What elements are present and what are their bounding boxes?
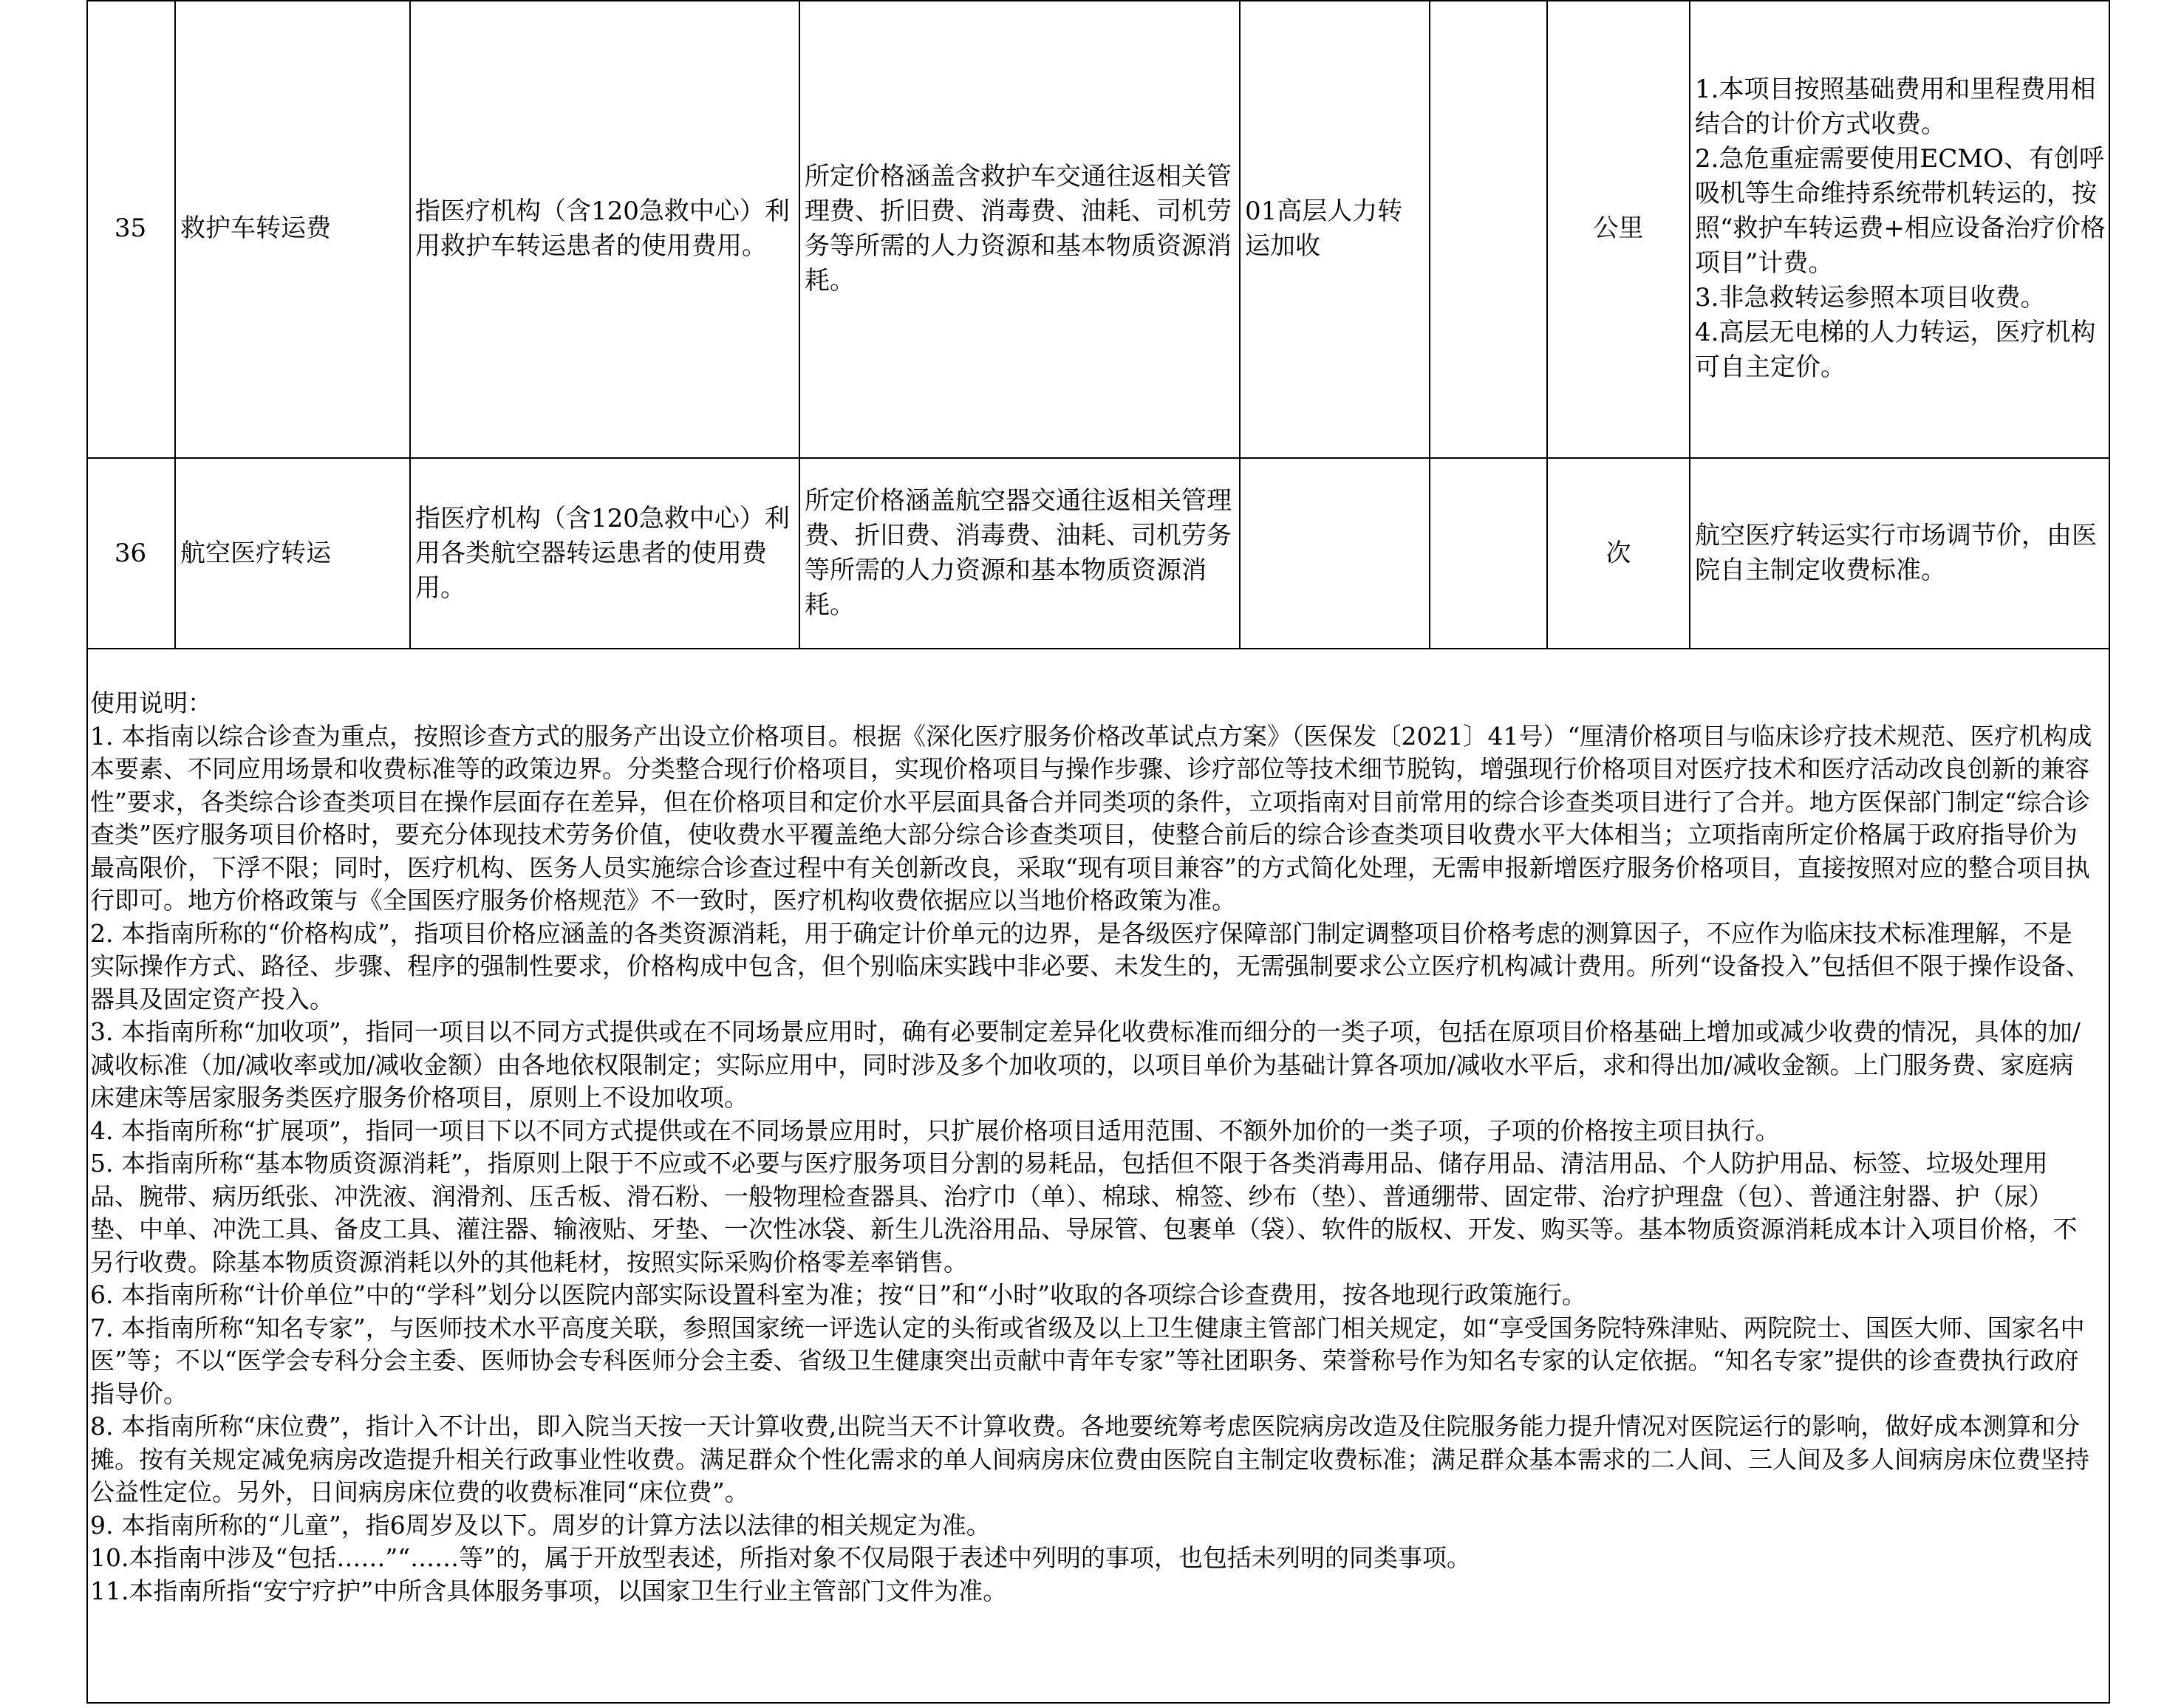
cell-addon [1240,458,1430,649]
note-line: 2.急危重症需要使用ECMO、有创呼吸机等生命维持系统带机转运的，按照“救护车转运费+相应设备治疗价格项目”计费。 [1695,144,2106,278]
note-line: 1.本项目按照基础费用和里程费用相结合的计价方式收费。 [1695,75,2096,139]
usage-item: 7. 本指南所称“知名专家”，与医师技术水平高度关联，参照国家统一评选认定的头衔或省级及以上卫生健康主管部门相关规定，如“享受国务院特殊津贴、两院院士、国医大师、国家名中医”等；不以“医学会专科分会主委、医师协会专科医师分会主委、省级卫生健康突出贡献中青年专家”等社团职务、荣誉称号作为知名专家的认定依据。“知名专家”提供的诊查费执行政府指导价。 [90,1313,2085,1408]
cell-notes [1690,0,2110,458]
cell-unit: 次 [1547,458,1690,649]
note-line: 4.高层无电梯的人力转运，医疗机构可自主定价。 [1695,318,2096,382]
note-line: 3.非急救转运参照本项目收费。 [1695,283,2046,312]
cell-no: 35 [86,0,175,458]
cell-content: 指医疗机构（含120急救中心）利用各类航空器转运患者的使用费用。 [410,458,799,649]
usage-item: 2. 本指南所称的“价格构成”，指项目价格应涵盖的各类资源消耗，用于确定计价单元的边界，是各级医疗保障部门制定调整项目价格考虑的测算因子，不应作为临床技术标准理解，不是实际操作方式、路径、步骤、程序的强制性要求，价格构成中包含，但个别临床实践中非必要、未发生的，无需强制要求公立医疗机构减计费用。所列“设备投入”包括但不限于操作设备、器具及固定资产投入。 [90,918,2090,1014]
usage-item: 5. 本指南所称“基本物质资源消耗”，指原则上限于不应或不必要与医疗服务项目分割的易耗品，包括但不限于各类消毒用品、储存用品、清洁用品、个人防护用品、标签、垃圾处理用品、腕带、病历纸张、冲洗液、润滑剂、压舌板、滑石粉、一般物理检查器具、治疗巾（单）、棉球、棉签、纱布（垫）、普通绷带、固定带、治疗护理盘（包）、普通注射器、护（尿）垫、中单、冲洗工具、备皮工具、灌注器、输液贴、牙垫、一次性冰袋、新生儿洗浴用品、导尿管、包裹单（袋）、软件的版权、开发、购买等。基本物质资源消耗成本计入项目价格，不另行收费。除基本物质资源消耗以外的其他耗材，按照实际采购价格零差率销售。 [90,1149,2078,1277]
usage-item: 1. 本指南以综合诊查为重点，按照诊查方式的服务产出设立价格项目。根据《深化医疗服务价格改革试点方案》（医保发〔2021〕41号）“厘清价格项目与临床诊疗技术规范、医疗机构成本要素、不同应用场景和收费标准等的政策边界。分类整合现行价格项目，实现价格项目与操作步骤、诊疗部位等技术细节脱钩，增强现行价格项目对医疗技术和医疗活动改良创新的兼容性”要求，各类综合诊查类项目在操作层面存在差异，但在价格项目和定价水平层面具备合并同类项的条件，立项指南对目前常用的综合诊查类项目进行了合并。地方医保部门制定“综合诊查类”医疗服务项目价格时，要充分体现技术劳务价值，使收费水平覆盖绝大部分综合诊查类项目，使整合前后的综合诊查类项目收费水平大体相当；立项指南所定价格属于政府指导价为最高限价，下浮不限；同时，医疗机构、医务人员实施综合诊查过程中有关创新改良，采取“现有项目兼容”的方式简化处理，无需申报新增医疗服务价格项目，直接按照对应的整合项目执行即可。地方价格政策与《全国医疗服务价格规范》不一致时，医疗机构收费依据应以当地价格政策为准。 [90,721,2092,915]
cell-content: 指医疗机构（含120急救中心）利用救护车转运患者的使用费用。 [410,0,799,458]
cell-extension [1430,0,1547,458]
cell-name: 救护车转运费 [175,0,410,458]
note-line: 航空医疗转运实行市场调节价，由医院自主制定收费标准。 [1695,521,2097,585]
usage-notes [90,687,2092,1608]
usage-item: 10.本指南中涉及“包括……”“……等”的，属于开放型表述，所指对象不仅局限于表述中列明的事项，也包括未列明的同类事项。 [90,1543,1471,1572]
cell-no: 36 [86,458,175,649]
cell-extension [1430,458,1547,649]
price-table [86,0,2110,649]
cell-name: 航空医疗转运 [175,458,410,649]
cell-composition: 所定价格涵盖航空器交通往返相关管理费、折旧费、消毒费、油耗、司机劳务等所需的人力资源和基本物质资源消耗。 [799,458,1240,649]
usage-item: 3. 本指南所称“加收项”，指同一项目以不同方式提供或在不同场景应用时，确有必要制定差异化收费标准而细分的一类子项，包括在原项目价格基础上增加或减少收费的情况，具体的加/减收标准（加/减收率或加/减收金额）由各地依权限制定；实际应用中，同时涉及多个加收项的，以项目单价为基础计算各项加/减收水平后，求和得出加/减收金额。上门服务费、家庭病床建床等居家服务类医疗服务价格项目，原则上不设加收项。 [90,1017,2081,1112]
cell-addon: 01高层人力转运加收 [1240,0,1430,458]
usage-title: 使用说明： [90,689,212,717]
table-row [86,0,2110,458]
usage-item: 11.本指南所指“安宁疗护”中所含具体服务事项，以国家卫生行业主管部门文件为准。 [90,1576,1008,1605]
table-row [86,458,2110,649]
usage-item: 4. 本指南所称“扩展项”，指同一项目下以不同方式提供或在不同场景应用时，只扩展价格项目适用范围、不额外加价的一类子项，子项的价格按主项目执行。 [90,1116,1780,1145]
cell-unit: 公里 [1547,0,1690,458]
cell-notes [1690,458,2110,649]
cell-composition: 所定价格涵盖含救护车交通往返相关管理费、折旧费、消毒费、油耗、司机劳务等所需的人力资源和基本物质资源消耗。 [799,0,1240,458]
usage-item: 9. 本指南所称的“儿童”，指6周岁及以下。周岁的计算方法以法律的相关规定为准。 [90,1510,991,1540]
usage-item: 6. 本指南所称“计价单位”中的“学科”划分以医院内部实际设置科室为准；按“日”和“小时”收取的各项综合诊查费用，按各地现行政策施行。 [90,1280,1586,1309]
usage-item: 8. 本指南所称“床位费”，指计入不计出，即入院当天按一天计算收费,出院当天不计算收费。各地要统筹考虑医院病房改造及住院服务能力提升情况对医院运行的影响，做好成本测算和分摊。按有关规定减免病房改造提升相关行政事业性收费。满足群众个性化需求的单人间病房床位费由医院自主制定收费标准；满足群众基本需求的二人间、三人间及多人间病房床位费坚持公益性定位。另外，日间病房床位费的收费标准同“床位费”。 [90,1412,2089,1506]
